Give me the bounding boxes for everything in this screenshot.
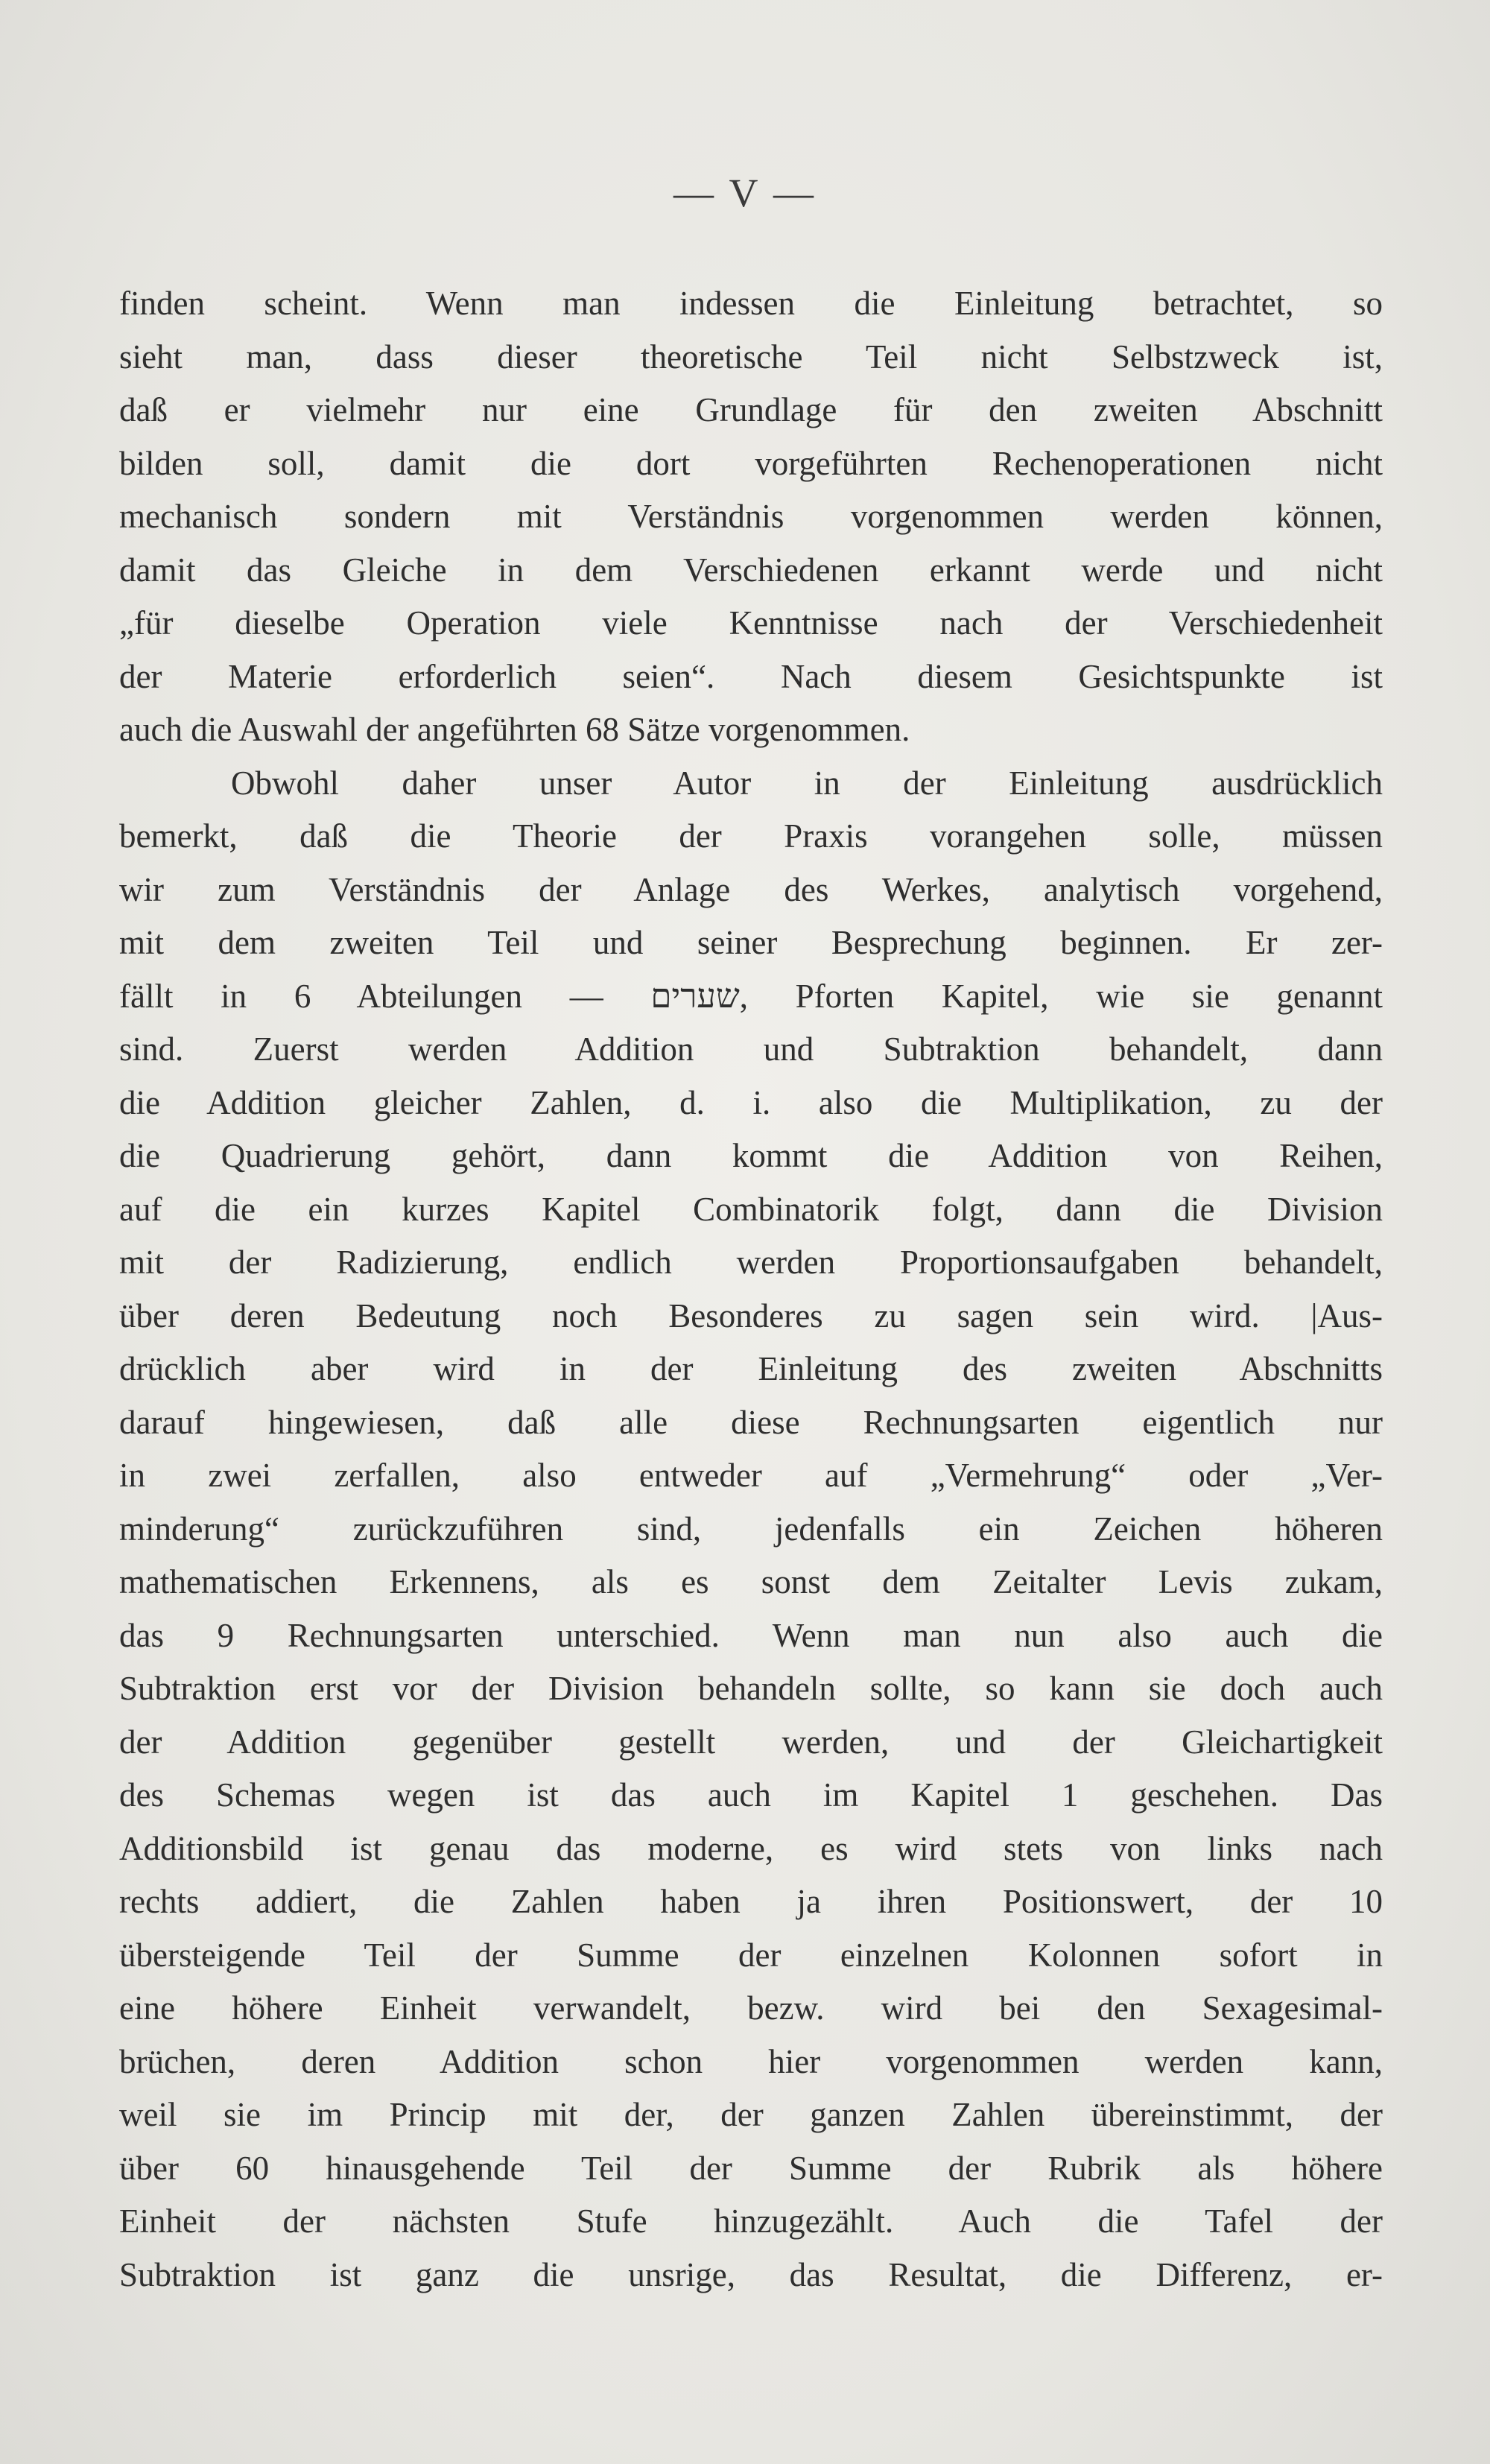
text-line: drücklich aber wird in der Einleitung des zweiten Abschnitts: [119, 1350, 1383, 1387]
text-line: minderung“ zurückzuführen sind, jedenfalls ein Zeichen höheren: [119, 1510, 1383, 1548]
text-line: wir zum Verständnis der Anlage des Werkes, analytisch vorgehend,: [119, 870, 1383, 908]
text-line: mathematischen Erkennens, als es sonst dem Zeitalter Levis zukam,: [119, 1563, 1383, 1600]
text-line: bemerkt, daß die Theorie der Praxis vorangehen solle, müssen: [119, 817, 1383, 855]
page-number: — V —: [673, 171, 817, 215]
text-line: Subtraktion ist ganz die unsrige, das Resultat, die Differenz, er-: [119, 2255, 1383, 2293]
text-line: darauf hingewiesen, daß alle diese Rechnungsarten eigentlich nur: [119, 1403, 1383, 1441]
text-line: über 60 hinausgehende Teil der Summe der Rubrik als höhere: [119, 2149, 1383, 2187]
text-line: über deren Bedeutung noch Besonderes zu sagen sein wird. |Aus-: [119, 1296, 1383, 1334]
text-line: fällt in 6 Abteilungen — שערים, Pforten Kapitel, wie sie genannt: [119, 977, 1383, 1015]
body-text: [119, 277, 1383, 2302]
text-line: brüchen, deren Addition schon hier vorgenommen werden kann,: [119, 2042, 1383, 2080]
text-line: übersteigende Teil der Summe der einzelnen Kolonnen sofort in: [119, 1936, 1383, 1974]
text-line: sieht man, dass dieser theoretische Teil nicht Selbstzweck ist,: [119, 338, 1383, 376]
text-line: damit das Gleiche in dem Verschiedenen erkannt werde und nicht: [119, 551, 1383, 589]
text-line: mit der Radizierung, endlich werden Proportionsaufgaben behandelt,: [119, 1244, 1383, 1281]
text-line: auf die ein kurzes Kapitel Combinatorik folgt, dann die Division: [119, 1190, 1383, 1228]
text-line: sind. Zuerst werden Addition und Subtraktion behandelt, dann: [119, 1030, 1383, 1068]
text-line: Subtraktion erst vor der Division behandeln sollte, so kann sie doch auch: [119, 1670, 1383, 1707]
text-line: Einheit der nächsten Stufe hinzugezählt. Auch die Tafel der: [119, 2202, 1383, 2240]
text-line: die Quadrierung gehört, dann kommt die Addition von Reihen,: [119, 1137, 1383, 1174]
text-line: bilden soll, damit die dort vorgeführten Rechenoperationen nicht: [119, 444, 1383, 482]
text-line-paragraph-start: Obwohl daher unser Autor in der Einleitung ausdrücklich: [231, 764, 1383, 802]
text-line: die Addition gleicher Zahlen, d. i. also die Multiplikation, zu der: [119, 1083, 1383, 1121]
text-line-paragraph-end: auch die Auswahl der angeführten 68 Sätze vorgenommen.: [119, 711, 910, 748]
text-line: der Materie erforderlich seien“. Nach diesem Gesichtspunkte ist: [119, 657, 1383, 695]
text-line: der Addition gegenüber gestellt werden, und der Gleichartigkeit: [119, 1723, 1383, 1761]
text-line: eine höhere Einheit verwandelt, bezw. wird bei den Sexagesimal-: [119, 1989, 1383, 2027]
text-line: Additionsbild ist genau das moderne, es wird stets von links nach: [119, 1829, 1383, 1867]
text-line: des Schemas wegen ist das auch im Kapitel 1 geschehen. Das: [119, 1776, 1383, 1814]
text-line: in zwei zerfallen, also entweder auf „Vermehrung“ oder „Ver-: [119, 1457, 1383, 1494]
text-line: „für dieselbe Operation viele Kenntnisse nach der Verschiedenheit: [119, 604, 1383, 642]
text-line: mechanisch sondern mit Verständnis vorgenommen werden können,: [119, 498, 1383, 535]
text-line: weil sie im Princip mit der, der ganzen Zahlen übereinstimmt, der: [119, 2096, 1383, 2133]
text-line: rechts addiert, die Zahlen haben ja ihren Positionswert, der 10: [119, 1883, 1383, 1920]
text-line: daß er vielmehr nur eine Grundlage für den zweiten Abschnitt: [119, 391, 1383, 428]
text-line: finden scheint. Wenn man indessen die Einleitung betrachtet, so: [119, 285, 1383, 322]
text-line: mit dem zweiten Teil und seiner Besprechung beginnen. Er zer-: [119, 924, 1383, 961]
text-line: das 9 Rechnungsarten unterschied. Wenn man nun also auch die: [119, 1616, 1383, 1654]
